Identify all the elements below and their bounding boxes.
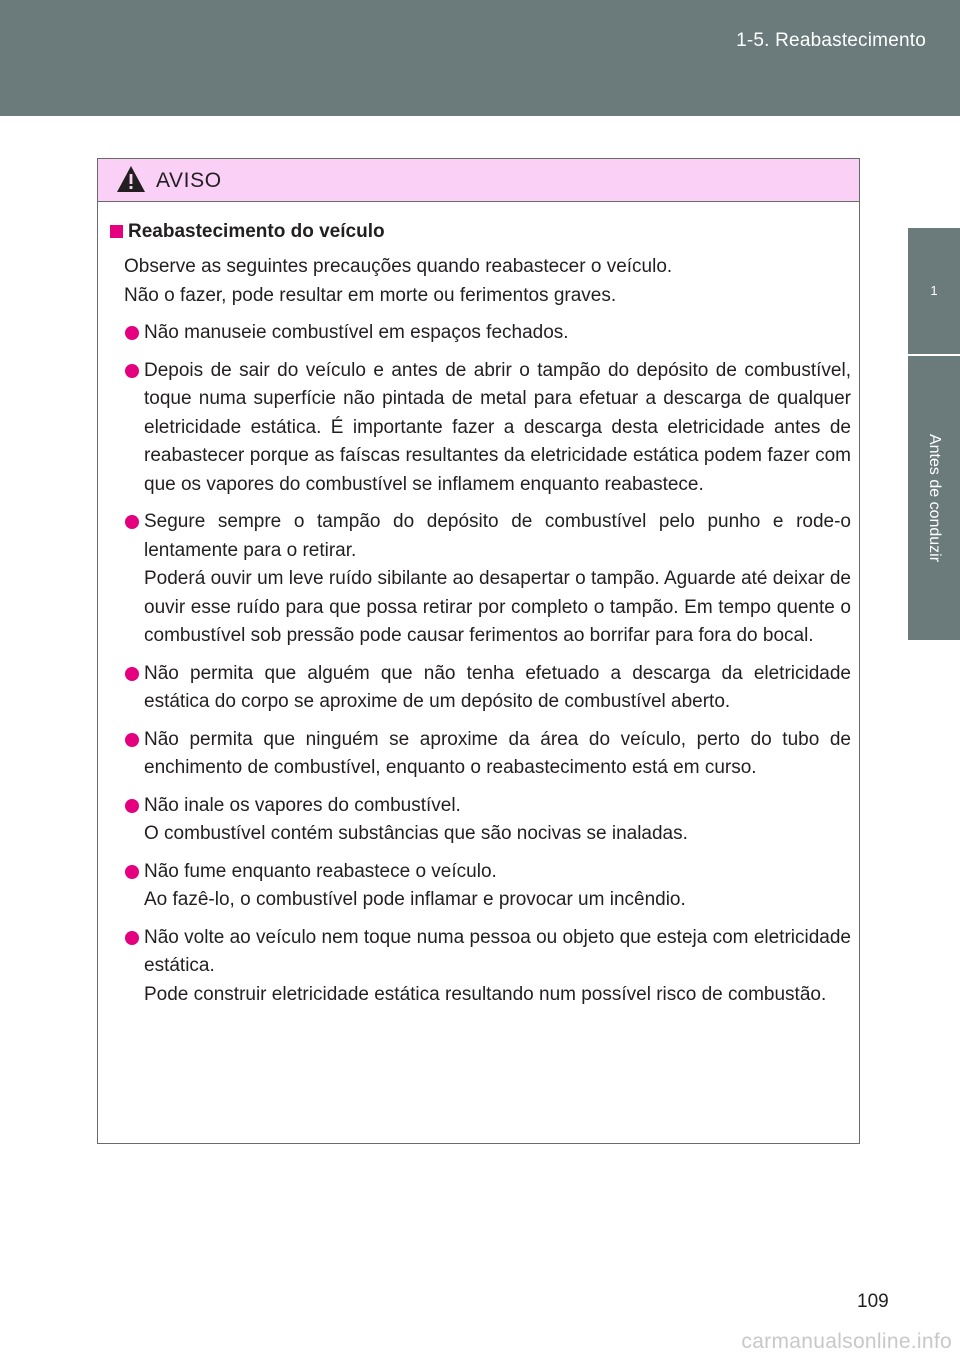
warning-item-text: Não fume enquanto reabastece o veículo. <box>144 860 497 882</box>
round-bullet-icon <box>125 799 139 813</box>
round-bullet-icon <box>125 326 139 340</box>
warning-item-text: Não inale os vapores do combustível. <box>144 794 461 816</box>
warning-item-text: Ao fazê-lo, o combustível pode inflamar e provocar um incêndio. <box>144 889 686 910</box>
round-bullet-icon <box>125 364 139 378</box>
warning-box <box>97 158 860 1144</box>
warning-item-text: Não manuseie combustível em espaços fechados. <box>144 322 569 343</box>
warning-item <box>124 660 851 717</box>
intro-line: Não o fazer, pode resultar em morte ou ferimentos graves. <box>124 284 617 306</box>
subsection-title-text: Reabastecimento do veículo <box>128 221 385 242</box>
warning-item <box>124 858 851 915</box>
warning-item <box>124 319 851 348</box>
watermark: carmanualsonline.info <box>741 1330 952 1353</box>
warning-item <box>124 357 851 500</box>
round-bullet-icon <box>125 667 139 681</box>
warning-item-text: O combustível contém substâncias que são nocivas se inaladas. <box>144 823 688 844</box>
round-bullet-icon <box>125 733 139 747</box>
round-bullet-icon <box>125 931 139 945</box>
warning-item-text: Não volte ao veículo nem toque numa pessoa ou objeto que esteja com eletricidade estática. <box>144 926 851 976</box>
warning-title: AVISO <box>156 169 222 192</box>
header-band <box>0 0 960 116</box>
warning-content <box>98 202 859 1009</box>
warning-item <box>124 508 851 651</box>
warning-triangle-icon <box>116 165 146 193</box>
square-bullet-icon <box>110 225 123 238</box>
section-title: 1-5. Reabastecimento <box>736 30 926 51</box>
intro-line: Observe as seguintes precauções quando reabastecer o veículo. <box>124 256 673 277</box>
page-number: 109 <box>857 1291 889 1312</box>
subsection-title <box>108 218 851 246</box>
warning-item <box>124 792 851 849</box>
warning-item-text: Não permita que ninguém se aproxime da área do veículo, perto do tubo de enchimento de combustível, enquanto o reabastecimento está em curso. <box>144 728 851 778</box>
intro-paragraph <box>124 253 851 310</box>
warning-header <box>98 159 859 202</box>
chapter-tab-label: Antes de conduzir <box>926 433 943 563</box>
chapter-tab[interactable] <box>908 356 960 640</box>
warning-item-text: Poderá ouvir um leve ruído sibilante ao desapertar o tampão. Aguarde até deixar de ouvir esse ruído para que possa retirar por completo o tampão. Em tempo quente o combustível sob pressão pode causar ferimentos ao borrifar para fora do bocal. <box>144 568 851 646</box>
warning-item-text: Segure sempre o tampão do depósito de combustível pelo punho e rode-o lentamente para o retirar. <box>144 511 851 561</box>
round-bullet-icon <box>125 515 139 529</box>
round-bullet-icon <box>125 865 139 879</box>
warning-item-text: Não permita que alguém que não tenha efetuado a descarga da eletricidade estática do corpo se aproxime de um depósito de combustível aberto. <box>144 662 851 712</box>
warning-item-text: Pode construir eletricidade estática resultando num possível risco de combustão. <box>144 983 827 1005</box>
chapter-tab-number[interactable]: 1 <box>908 228 960 354</box>
warning-item <box>124 726 851 783</box>
warning-item <box>124 924 851 1010</box>
warning-item-text: Depois de sair do veículo e antes de abrir o tampão do depósito de combustível, toque numa superfície não pintada de metal para efetuar a descarga de qualquer eletricidade estática. É importante fazer a descarga desta eletricidade antes de reabastecer porque as faíscas resultantes da eletricidade estática podem fazer com que os vapores do combustível se inflamem enquanto reabastece. <box>144 359 851 495</box>
